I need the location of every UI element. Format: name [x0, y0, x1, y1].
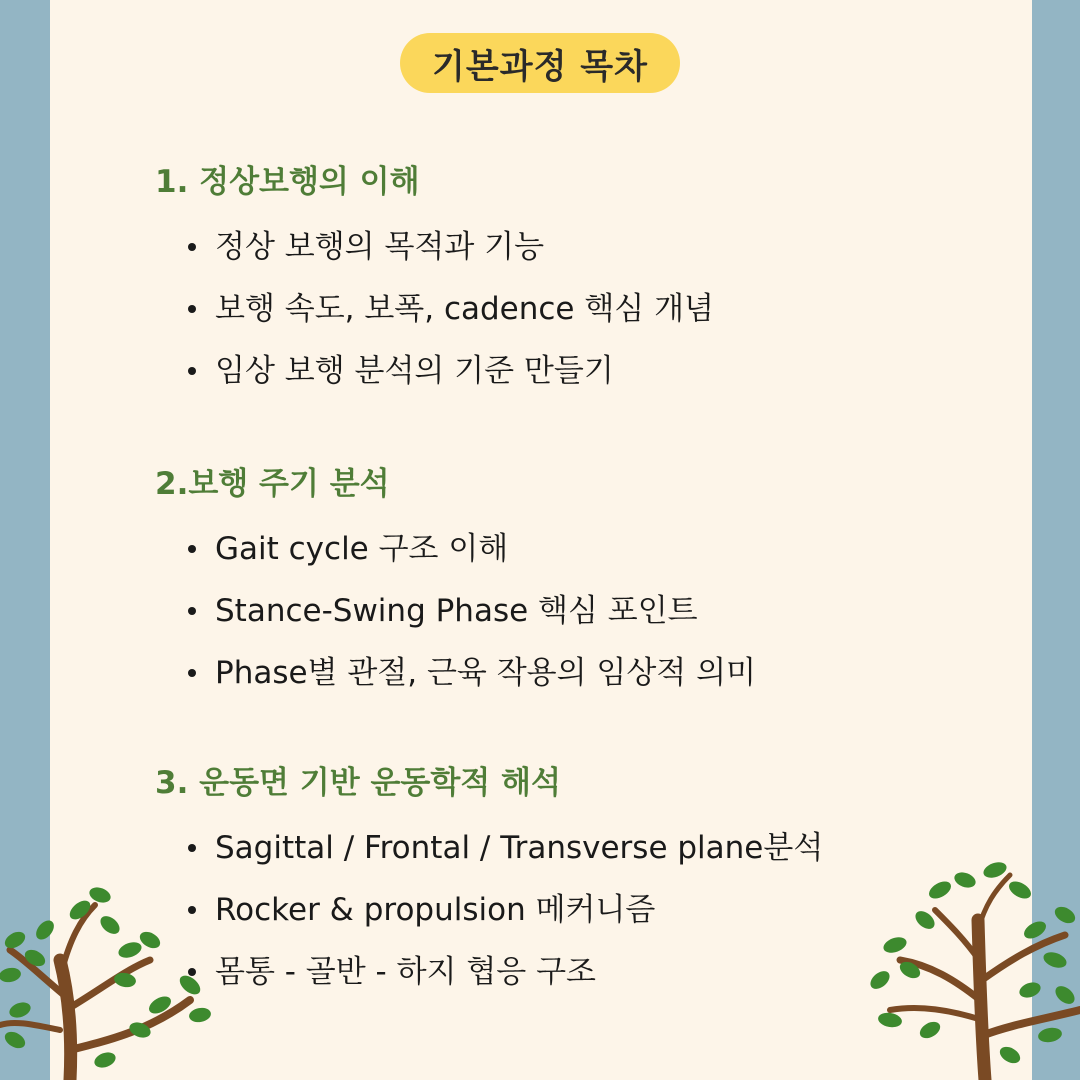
bullet-icon: [188, 669, 196, 677]
list-item: Stance-Swing Phase 핵심 포인트: [155, 580, 756, 642]
bullet-icon: [188, 243, 196, 251]
bullet-icon: [188, 545, 196, 553]
page-title: 기본과정 목차: [400, 33, 680, 93]
list-item: Gait cycle 구조 이해: [155, 518, 756, 580]
section-heading: 2.보행 주기 분석: [155, 466, 390, 502]
tree-left-icon: [0, 880, 230, 1080]
section-1: [155, 162, 714, 402]
section-heading: 1. 정상보행의 이해: [155, 164, 420, 200]
tree-right-icon: [870, 860, 1080, 1080]
list-item: Phase별 관절, 근육 작용의 임상적 의미: [155, 642, 756, 704]
bullet-icon: [188, 367, 196, 375]
section-heading: 3. 운동면 기반 운동학적 해석: [155, 765, 561, 801]
list-item: 몸통 - 골반 - 하지 협응 구조: [155, 941, 823, 1003]
section-3: [155, 763, 823, 1003]
bullet-icon: [188, 844, 196, 852]
section-2: [155, 464, 756, 704]
bullet-icon: [188, 607, 196, 615]
list-item: Sagittal / Frontal / Transverse plane분석: [155, 817, 823, 879]
bullet-icon: [188, 305, 196, 313]
list-item: 보행 속도, 보폭, cadence 핵심 개념: [155, 278, 714, 340]
list-item: 임상 보행 분석의 기준 만들기: [155, 340, 714, 402]
list-item: 정상 보행의 목적과 기능: [155, 216, 714, 278]
list-item: Rocker & propulsion 메커니즘: [155, 879, 823, 941]
